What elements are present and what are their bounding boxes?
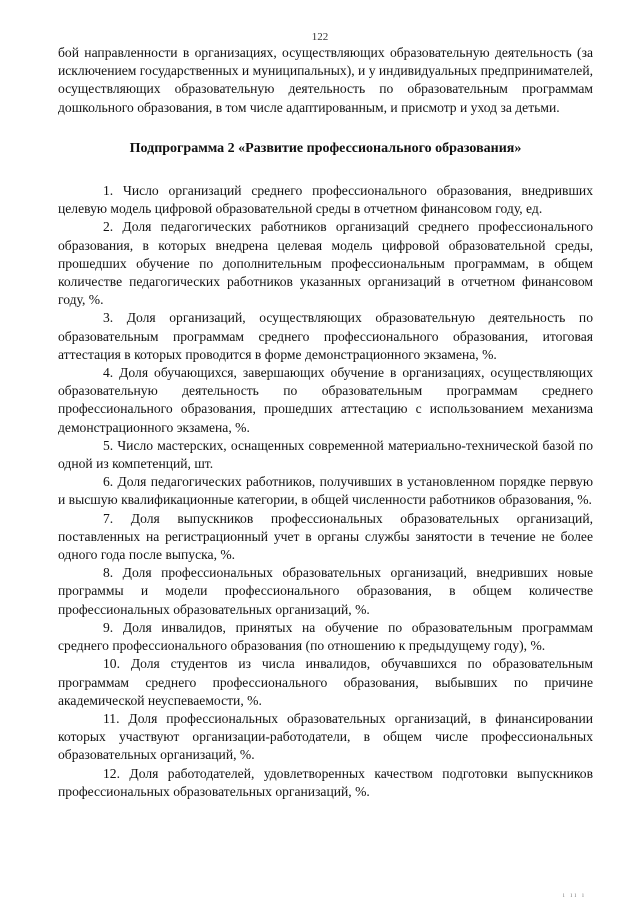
scan-mark: ı ıı ı [562,891,586,899]
list-item: 3. Доля организаций, осуществляющих образовательную деятельность по образовательным программам среднего профессионального образования, итоговая аттестация в которых проводится в форме демонстрационного экзамена, %. [58,310,593,362]
list-item: 10. Доля студентов из числа инвалидов, обучавшихся по образовательным программам среднего профессионального образования, выбывших по причине академической неуспеваемости, %. [58,656,593,708]
page-number: 122 [311,31,329,43]
list-item: 2. Доля педагогических работников организаций среднего профессионального образования, в которых внедрена целевая модель цифровой образовательной среды, прошедших обучение по дополнительным профессиональным программам, в общем количестве педагогических работников указанных организаций в отчетном финансовом году, %. [58,219,593,308]
list-item: 12. Доля работодателей, удовлетворенных качеством подготовки выпускников профессиональных образовательных организаций, %. [58,765,593,799]
list-item: 11. Доля профессиональных образовательных организаций, в финансировании которых участвуют организации-работодатели, в общем числе профессиональных образовательных организаций, %. [58,710,593,763]
list-item: 1. Число организаций среднего профессионального образования, внедривших целевую модель цифровой образовательной среды в отчетном финансовом году, ед. [58,183,593,217]
list-item: 4. Доля обучающихся, завершающих обучение в организациях, осуществляющих образовательную деятельность по образовательным программам среднего профессионального образования, прошедших аттестацию с использованием механизма демонстрационного экзамена, %. [58,365,593,435]
list-item: 8. Доля профессиональных образовательных организаций, внедривших новые программы и модели профессионального образования, в общем количестве профессиональных образовательных организаций, %. [58,565,593,617]
section-title: Подпрограмма 2 «Развитие профессионального образования» [129,140,522,156]
list-item: 7. Доля выпускников профессиональных образовательных организаций, поставленных на регистрационный учет в органы службы занятости в течение не более одного года после выпуска, %. [58,510,593,563]
list-item: 5. Число мастерских, оснащенных современной материально-технической базой по одной из компетенций, шт. [58,437,593,472]
intro-paragraph: бой направленности в организациях, осуществляющих образовательную деятельность (за исключением государственных и муниципальных), и у индивидуальных предпринимателей, осуществляющих образовательную деятельность по образовательным программам дошкольного образования, в том числе адаптированным, и присмотр и уход за детьми. [58,45,594,115]
list-item: 9. Доля инвалидов, принятых на обучение по образовательным программам среднего профессионального образования (по отношению к предыдущему году), %. [58,619,593,654]
document-body [58,44,593,801]
list-item: 6. Доля педагогических работников, получивших в установленном порядке первую и высшую квалификационные категории, в общей численности работников образования, %. [58,474,593,508]
